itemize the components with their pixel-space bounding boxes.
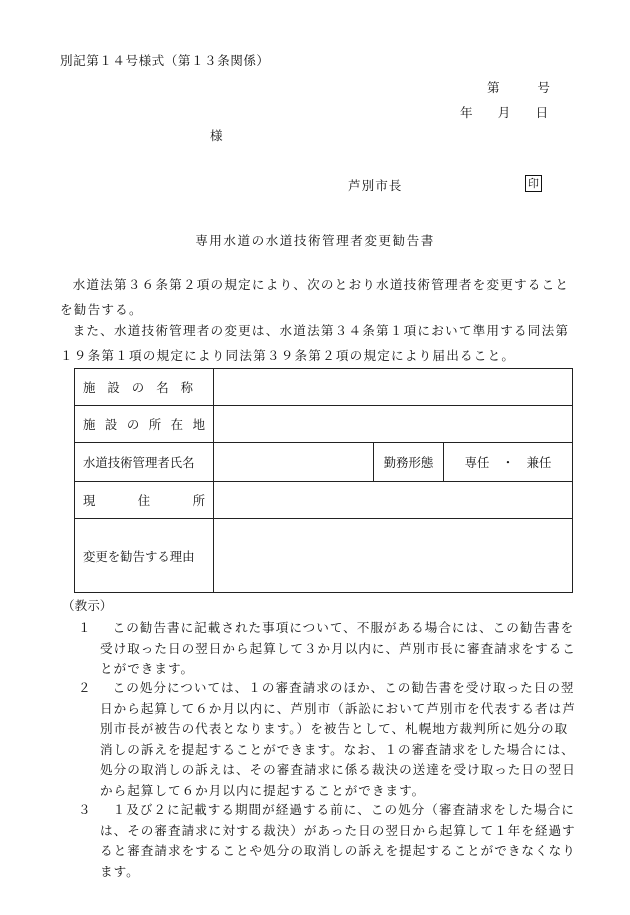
instruction-text: この勧告書に記載された事項について、不服がある場合には、この勧告書を受け取った日の翌日から起算して３か月以内に、芦別市長に審査請求をすることができます。 bbox=[100, 620, 576, 676]
work-form-label: 勤務形態 bbox=[374, 443, 444, 482]
work-form-options[interactable]: 専任 ・ 兼任 bbox=[444, 443, 573, 482]
facility-name-field[interactable] bbox=[214, 369, 573, 406]
instruction-text: この処分については、１の審査請求のほか、この勧告書を受け取った日の翌日から起算して６か月以内に、芦別市（訴訟において芦別市を代表する者は芦別市長が被告の代表となります。）を被告として、札幌地方裁判所に処分の取消しの訴えを提起することができます。なお、１の審査請求をした場合には、処分の取消しの訴えは、その審査請求に係る裁決の送達を受け取った日の翌日から起算して６か月以内に提起することができます。 bbox=[100, 680, 576, 798]
table-row bbox=[75, 406, 573, 443]
instruction-number: ２ bbox=[78, 680, 92, 695]
table-row bbox=[75, 369, 573, 406]
form-table bbox=[74, 368, 573, 593]
instruction-item bbox=[78, 800, 578, 882]
table-row bbox=[75, 482, 573, 519]
instruction-number: ３ bbox=[78, 802, 92, 817]
document-number-label: 第 号 bbox=[487, 80, 550, 95]
instruction-number: １ bbox=[78, 620, 92, 635]
instructions-heading: （教示） bbox=[62, 598, 113, 613]
table-row bbox=[75, 519, 573, 593]
addressee-suffix: 様 bbox=[210, 128, 223, 143]
instruction-text: １及び２に記載する期間が経過する前に、この処分（審査請求をした場合には、その審査請求に対する裁決）があった日の翌日から起算して１年を経過すると審査請求をすることや処分の取消しの訴えを提起することができなくなります。 bbox=[100, 802, 576, 879]
body-paragraph-1: 水道法第３６条第２項の規定により、次のとおり水道技術管理者を変更することを勧告する。 bbox=[60, 277, 570, 317]
table-row bbox=[75, 443, 573, 482]
instruction-item bbox=[78, 618, 578, 680]
address-label: 現住所 bbox=[75, 482, 214, 519]
instruction-item bbox=[78, 678, 578, 801]
facility-name-label: 施設の名称 bbox=[75, 369, 214, 406]
manager-name-label: 水道技術管理者氏名 bbox=[75, 443, 214, 482]
address-field[interactable] bbox=[214, 482, 573, 519]
reason-label: 変更を勧告する理由 bbox=[75, 519, 214, 593]
seal-mark: 印 bbox=[525, 175, 542, 192]
document-title: 専用水道の水道技術管理者変更勧告書 bbox=[195, 233, 435, 248]
date-label: 年 月 日 bbox=[460, 105, 549, 120]
facility-location-label: 施設の所在地 bbox=[75, 406, 214, 443]
manager-name-field[interactable] bbox=[214, 443, 374, 482]
form-number: 別記第１４号様式（第１３条関係） bbox=[60, 53, 270, 68]
facility-location-field[interactable] bbox=[214, 406, 573, 443]
body-paragraph-2: また、水道技術管理者の変更は、水道法第３４条第１項において準用する同法第１９条第１項の規定により同法第３９条第２項の規定により届出ること。 bbox=[60, 323, 570, 363]
sender-name: 芦別市長 bbox=[348, 178, 403, 193]
reason-field[interactable] bbox=[214, 519, 573, 593]
